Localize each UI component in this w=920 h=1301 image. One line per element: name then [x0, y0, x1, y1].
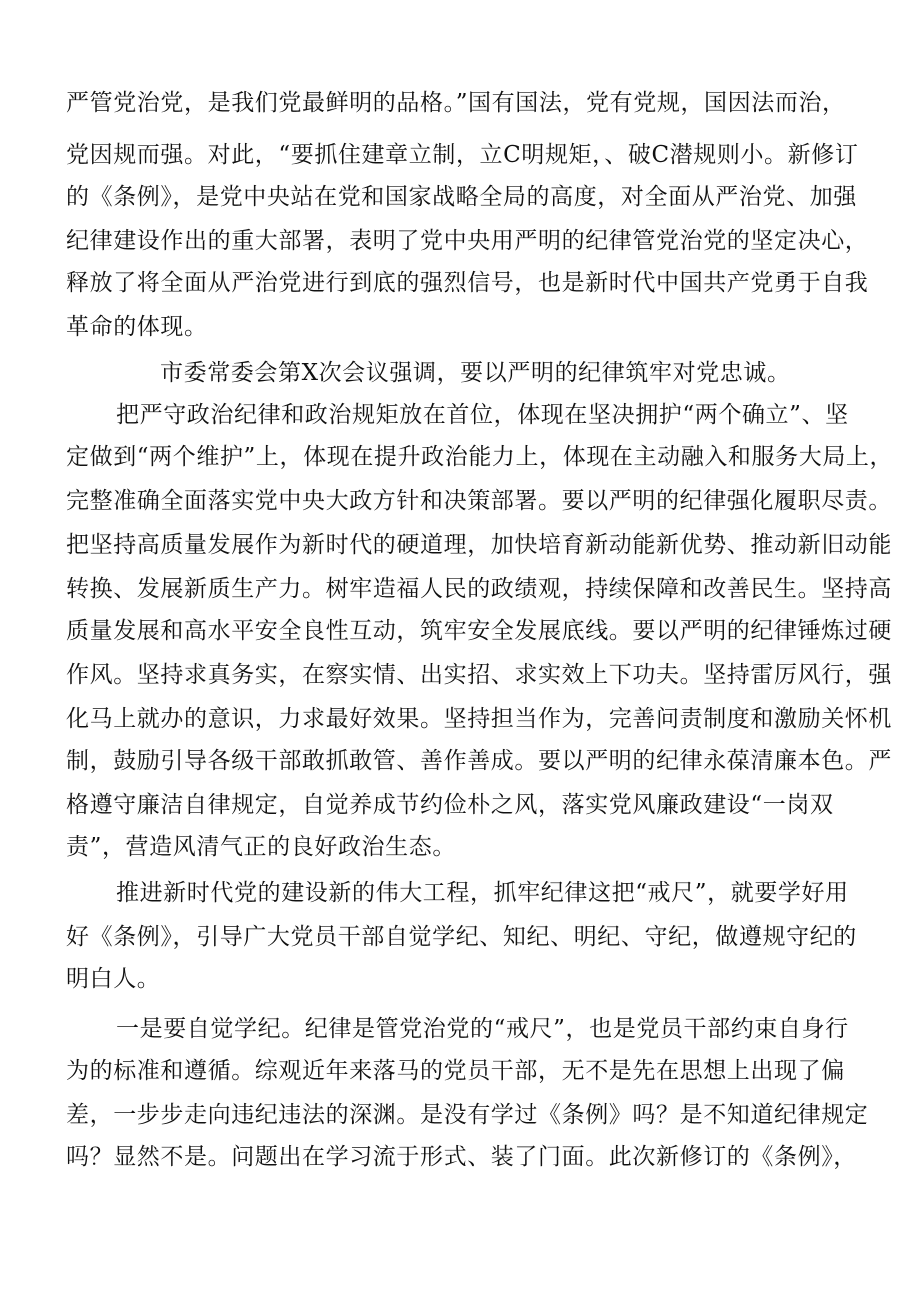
- text-line: 质量发展和高水平安全良性互动，筑牢安全发展底线。要以严明的纪律锤炼过硬: [66, 618, 892, 644]
- text-line: 为的标准和遵循。综观近年来落马的党员干部，无不是先在思想上出现了偏: [66, 1058, 845, 1084]
- text-line: 一是要自觉学纪。纪律是管党治党的“戒尺”，也是党员干部约束自身行: [116, 1016, 849, 1042]
- text-line: 转换、发展新质生产力。树牢造福人民的政绩观，持续保障和改善民生。坚持高: [66, 576, 892, 602]
- text-line: 差，一步步走向违纪违法的深渊。是没有学过《条例》吗？是不知道纪律规定: [66, 1102, 869, 1128]
- text-line: 把严守政治纪律和政治规矩放在首位，体现在坚决拥护“两个确立”、坚: [116, 402, 849, 428]
- text-line: 把坚持高质量发展作为新时代的硬道理，加快培育新动能新优势、推动新旧动能: [66, 532, 892, 558]
- text-line: 责”，营造风清气正的良好政治生态。: [66, 834, 456, 860]
- text-line: 完整准确全面落实党中央大政方针和决策部署。要以严明的纪律强化履职尽责。: [66, 488, 892, 514]
- text-line: 纪律建设作出的重大部署，表明了党中央用严明的纪律管党治党的坚定决心，: [66, 228, 869, 254]
- text-line: 定做到“两个维护”上，体现在提升政治能力上，体现在主动融入和服务大局上，: [66, 444, 894, 470]
- text-line: 党因规而强。对此，“要抓住建章立制，立C明规矩，、破C潜规则小。新修订: [66, 142, 859, 168]
- text-line: 严管党治党，是我们党最鲜明的品格。”国有国法，党有党规，国因法而治，: [66, 90, 846, 116]
- text-line: 化马上就办的意识，力求最好效果。坚持担当作为，完善问责制度和激励关怀机: [66, 706, 892, 732]
- text-line: 明白人。: [66, 966, 161, 992]
- text-line: 格遵守廉洁自律规定，自觉养成节约俭朴之风，落实党风廉政建设“一岗双: [66, 792, 834, 818]
- text-line: 推进新时代党的建设新的伟大工程，抓牢纪律这把“戒尺”，就要学好用: [116, 880, 849, 906]
- text-line: 好《条例》，引导广大党员干部自觉学纪、知纪、明纪、守纪，做遵规守纪的: [66, 924, 857, 950]
- text-line: 作风。坚持求真务实，在察实情、出实招、求实效上下功夫。坚持雷厉风行，强: [66, 662, 892, 688]
- text-line: 制，鼓励引导各级干部敢抓敢管、善作善成。要以严明的纪律永葆清廉本色。严: [66, 748, 892, 774]
- text-line: 吗？显然不是。问题出在学习流于形式、装了门面。此次新修订的《条例》，: [66, 1144, 857, 1170]
- text-line: 的《条例》，是党中央站在党和国家战略全局的高度，对全面从严治党、加强: [66, 184, 857, 210]
- section-heading: 市委常委会第X次会议强调，要以严明的纪律筑牢对党忠诚。: [160, 360, 791, 386]
- text-line: 革命的体现。: [66, 314, 208, 340]
- text-line: 释放了将全面从严治党进行到底的强烈信号，也是新时代中国共产党勇于自我: [66, 270, 869, 296]
